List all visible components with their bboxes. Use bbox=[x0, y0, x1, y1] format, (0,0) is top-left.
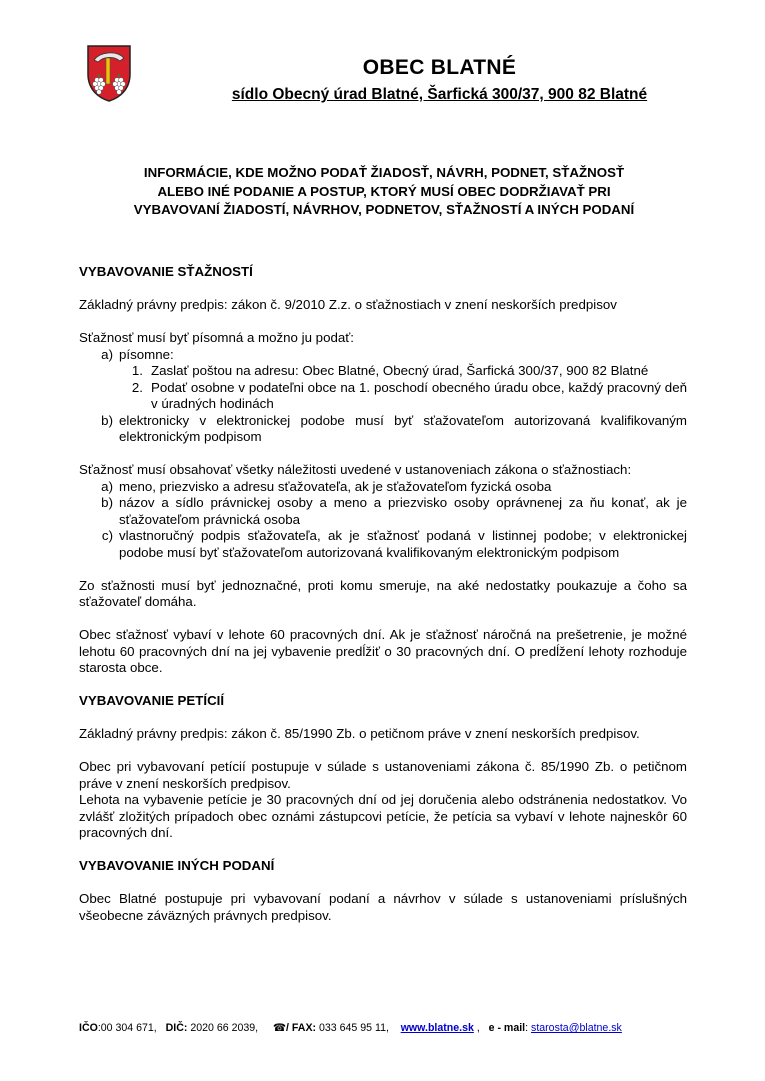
email-link[interactable]: starosta@blatne.sk bbox=[531, 1022, 622, 1034]
list-marker: a) bbox=[101, 478, 113, 494]
list-marker: b) bbox=[101, 495, 113, 510]
section-title-complaints: VYBAVOVANIE SŤAŽNOSTÍ bbox=[79, 264, 253, 279]
list-item bbox=[79, 495, 687, 528]
dic-value: 2020 66 2039, bbox=[190, 1022, 259, 1034]
list-text: názov a sídlo právnickej osoby a meno a priezvisko osoby oprávnenej za ňu konať, ak je sťažovateľom právnická osoba bbox=[119, 495, 687, 527]
list-marker: c) bbox=[101, 528, 113, 543]
telephone-icon: ☎ bbox=[272, 1022, 287, 1034]
list-marker: a) bbox=[101, 346, 113, 362]
complaints-clarity: Zo sťažnosti musí byť jednoznačné, proti komu smeruje, na aké nedostatky poukazuje a čoho sa sťažovateľ domáha. bbox=[79, 577, 687, 609]
fax-label: / FAX: bbox=[286, 1022, 317, 1034]
heading-line: VYBAVOVANÍ ŽIADOSTÍ, NÁVRHOV, PODNETOV, SŤAŽNOSTÍ A INÝCH PODANÍ bbox=[133, 202, 635, 217]
complaints-legal-basis: Základný právny predpis: zákon č. 9/2010 Z.z. o sťažnostiach v znení neskorších predpisov bbox=[79, 297, 617, 312]
list-marker: 1. bbox=[131, 363, 143, 378]
email-label: e - mail bbox=[488, 1022, 526, 1034]
petitions-legal-basis: Základný právny predpis: zákon č. 85/1990 Zb. o petičnom práve v znení neskorších predpisov. bbox=[79, 726, 640, 741]
ico-label: IČO bbox=[79, 1022, 98, 1034]
list-item bbox=[79, 363, 687, 380]
dic-label: DIČ: bbox=[165, 1022, 188, 1034]
list-item bbox=[79, 380, 687, 413]
other-text: Obec Blatné postupuje pri vybavovaní podaní a návrhov v súlade s ustanoveniami príslušných všeobecne záväzných právnych predpisov. bbox=[79, 891, 687, 923]
petitions-deadline: Lehota na vybavenie petície je 30 pracovných dní od jej doručenia alebo odstránenia nedostatkov. Vo zvlášť zložitých prípadoch obec oznámi zástupcovi petície, že petícia sa vybaví v lehote najneskôr 60 pracovných dní. bbox=[79, 792, 687, 840]
document-heading bbox=[78, 164, 690, 220]
municipality-address: sídlo Obecný úrad Blatné, Šarfická 300/37, 900 82 Blatné bbox=[231, 86, 648, 103]
municipality-name: OBEC BLATNÉ bbox=[362, 56, 517, 79]
complaints-form-intro: Sťažnosť musí byť písomná a možno ju podať: bbox=[79, 330, 354, 345]
list-item bbox=[79, 413, 687, 446]
list-text: meno, priezvisko a adresu sťažovateľa, ak je sťažovateľom fyzická osoba bbox=[119, 478, 552, 494]
list-text: elektronicky v elektronickej podobe musí byť sťažovateľom autorizovaná kvalifikovaným elektronickým podpisom bbox=[119, 412, 687, 444]
complaints-deadline: Obec sťažnosť vybaví v lehote 60 pracovných dní. Ak je sťažnosť náročná na prešetrenie, je možné lehotu 60 pracovných dní na jej vybavenie predĺžiť o 30 pracovných dní. O predĺžení lehoty rozhoduje starosta obce. bbox=[79, 627, 687, 675]
list-text: vlastnoručný podpis sťažovateľa, ak je sťažnosť podaná v listinnej podobe; v elektronickej podobe musí byť sťažovateľom autorizovaná kvalifikovaným elektronickým podpisom bbox=[119, 528, 687, 560]
list-item bbox=[79, 479, 687, 496]
petitions-procedure: Obec pri vybavovaní petícií postupuje v súlade s ustanoveniami zákona č. 85/1990 Zb. o petičnom práve v znení neskorších predpisov. bbox=[79, 759, 687, 791]
list-item bbox=[79, 347, 687, 364]
list-item bbox=[79, 528, 687, 561]
section-title-petitions: VYBAVOVANIE PETÍCIÍ bbox=[79, 693, 225, 708]
section-title-other: VYBAVOVANIE INÝCH PODANÍ bbox=[79, 858, 275, 873]
heading-line: INFORMÁCIE, KDE MOŽNO PODAŤ ŽIADOSŤ, NÁVRH, PODNET, SŤAŽNOSŤ bbox=[143, 165, 625, 180]
heading-line: ALEBO INÉ PODANIE A POSTUP, KTORÝ MUSÍ OBEC DODRŽIAVAŤ PRI bbox=[157, 183, 611, 199]
ico-value: :00 304 671, bbox=[97, 1022, 157, 1034]
document-body bbox=[79, 264, 687, 924]
list-text: Zaslať poštou na adresu: Obec Blatné, Obecný úrad, Šarfická 300/37, 900 82 Blatné bbox=[151, 363, 649, 378]
footer: IČO:00 304 671, DIČ: 2020 66 2039, ☎/ FAX: 033 645 95 11, www.blatne.sk , e - mail: starosta@blatne.sk bbox=[79, 1022, 622, 1034]
list-text: písomne: bbox=[119, 346, 174, 362]
complaints-content-intro: Sťažnosť musí obsahovať všetky náležitosti uvedené v ustanoveniach zákona o sťažnostiach: bbox=[79, 462, 632, 477]
list-marker: 2. bbox=[131, 379, 143, 395]
list-text: Podať osobne v podateľni obce na 1. poschodí obecného úradu obce, každý pracovný deň v úradných hodinách bbox=[151, 379, 687, 411]
website-link[interactable]: www.blatne.sk bbox=[400, 1022, 474, 1034]
list-marker: b) bbox=[101, 412, 113, 428]
fax-value: 033 645 95 11, bbox=[319, 1022, 389, 1034]
